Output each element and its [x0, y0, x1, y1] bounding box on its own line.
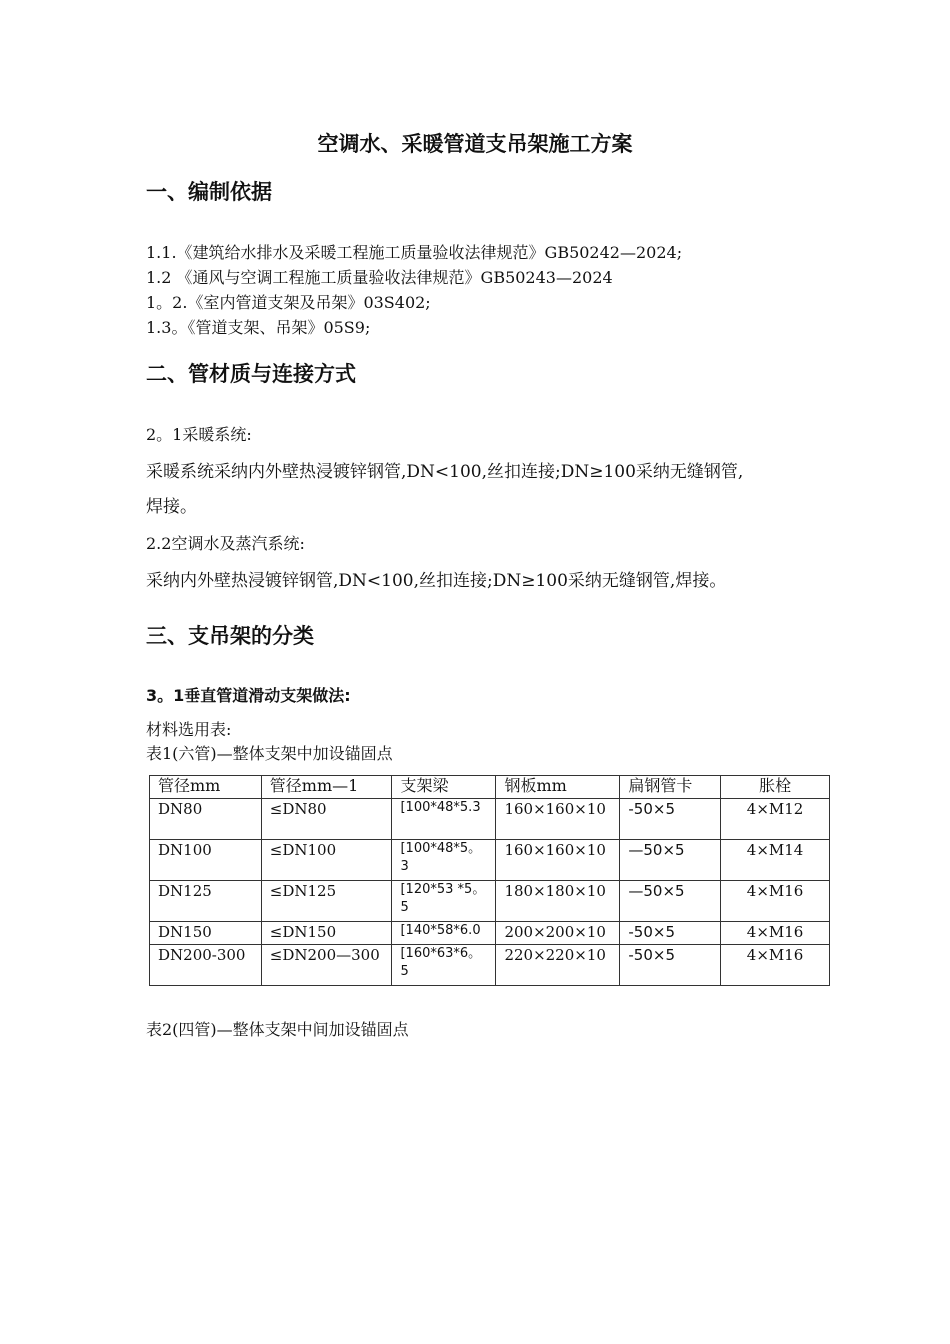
cell-clamp: -50×5: [620, 799, 721, 840]
cell-clamp: —50×5: [620, 881, 721, 922]
cell-bolt: 4×M16: [721, 922, 830, 945]
heating-system-text-cont: 焊接。: [146, 497, 197, 517]
reference-line-1: 1.1.《建筑给水排水及采暖工程施工质量验收法律规范》GB50242—2024;: [146, 243, 683, 262]
cell-bolt: 4×M16: [721, 945, 830, 986]
cell-range: ≤DN100: [261, 840, 392, 881]
table-header-row: [150, 776, 830, 799]
table2-caption: 表2(四管)—整体支架中间加设锚固点: [146, 1020, 409, 1039]
cell-beam: [120*53 *5。5: [392, 881, 496, 922]
cell-pipe: DN125: [150, 881, 262, 922]
cell-clamp: —50×5: [620, 840, 721, 881]
cell-beam: [140*58*6.0: [392, 922, 496, 945]
table1-caption: 表1(六管)—整体支架中加设锚固点: [146, 744, 393, 763]
cell-plate: 220×220×10: [496, 945, 620, 986]
table-row: [150, 840, 830, 881]
cell-range: ≤DN125: [261, 881, 392, 922]
cell-plate: 180×180×10: [496, 881, 620, 922]
cell-beam: [160*63*6。5: [392, 945, 496, 986]
ac-water-subheading: 2.2空调水及蒸汽系统:: [146, 534, 305, 553]
cell-pipe: DN150: [150, 922, 262, 945]
ac-water-text: 采纳内外壁热浸镀锌钢管,DN<100,丝扣连接;DN≥100采纳无缝钢管,焊接。: [146, 571, 727, 591]
cell-range: ≤DN80: [261, 799, 392, 840]
document-title: 空调水、采暖管道支吊架施工方案: [317, 132, 633, 156]
cell-plate: 160×160×10: [496, 799, 620, 840]
cell-clamp: -50×5: [620, 945, 721, 986]
heating-system-text: 采暖系统采纳内外壁热浸镀锌钢管,DN<100,丝扣连接;DN≥100采纳无缝钢管,: [146, 462, 744, 482]
cell-bolt: 4×M14: [721, 840, 830, 881]
cell-pipe: DN80: [150, 799, 262, 840]
header-pipe-diameter-1: 管径mm—1: [261, 776, 392, 799]
cell-clamp: -50×5: [620, 922, 721, 945]
cell-range: ≤DN200—300: [261, 945, 392, 986]
cell-bolt: 4×M12: [721, 799, 830, 840]
cell-range: ≤DN150: [261, 922, 392, 945]
cell-beam: [100*48*5。3: [392, 840, 496, 881]
table-row: [150, 799, 830, 840]
header-steel-plate: 钢板mm: [496, 776, 620, 799]
header-pipe-diameter: 管径mm: [150, 776, 262, 799]
vertical-support-subheading: 3。1垂直管道滑动支架做法:: [146, 686, 351, 705]
header-support-beam: 支架梁: [392, 776, 496, 799]
section2-heading: 二、管材质与连接方式: [146, 362, 356, 386]
table-row: [150, 945, 830, 986]
reference-line-4: 1.3。《管道支架、吊架》05S9;: [146, 318, 371, 337]
table-row: [150, 922, 830, 945]
material-table-label: 材料选用表:: [146, 720, 232, 739]
cell-plate: 160×160×10: [496, 840, 620, 881]
table-row: [150, 881, 830, 922]
section3-heading: 三、支吊架的分类: [146, 624, 314, 648]
reference-line-2: 1.2 《通风与空调工程施工质量验收法律规范》GB50243—2024: [146, 268, 613, 287]
heating-system-subheading: 2。1采暖系统:: [146, 425, 252, 444]
reference-line-3: 1。2.《室内管道支架及吊架》03S402;: [146, 293, 431, 312]
material-table: [149, 775, 830, 986]
cell-pipe: DN200-300: [150, 945, 262, 986]
header-expansion-bolt: 胀栓: [721, 776, 830, 799]
section1-heading: 一、编制依据: [146, 180, 272, 204]
cell-beam: [100*48*5.3: [392, 799, 496, 840]
header-flat-steel-clamp: 扁钢管卡: [620, 776, 721, 799]
cell-bolt: 4×M16: [721, 881, 830, 922]
cell-pipe: DN100: [150, 840, 262, 881]
cell-plate: 200×200×10: [496, 922, 620, 945]
